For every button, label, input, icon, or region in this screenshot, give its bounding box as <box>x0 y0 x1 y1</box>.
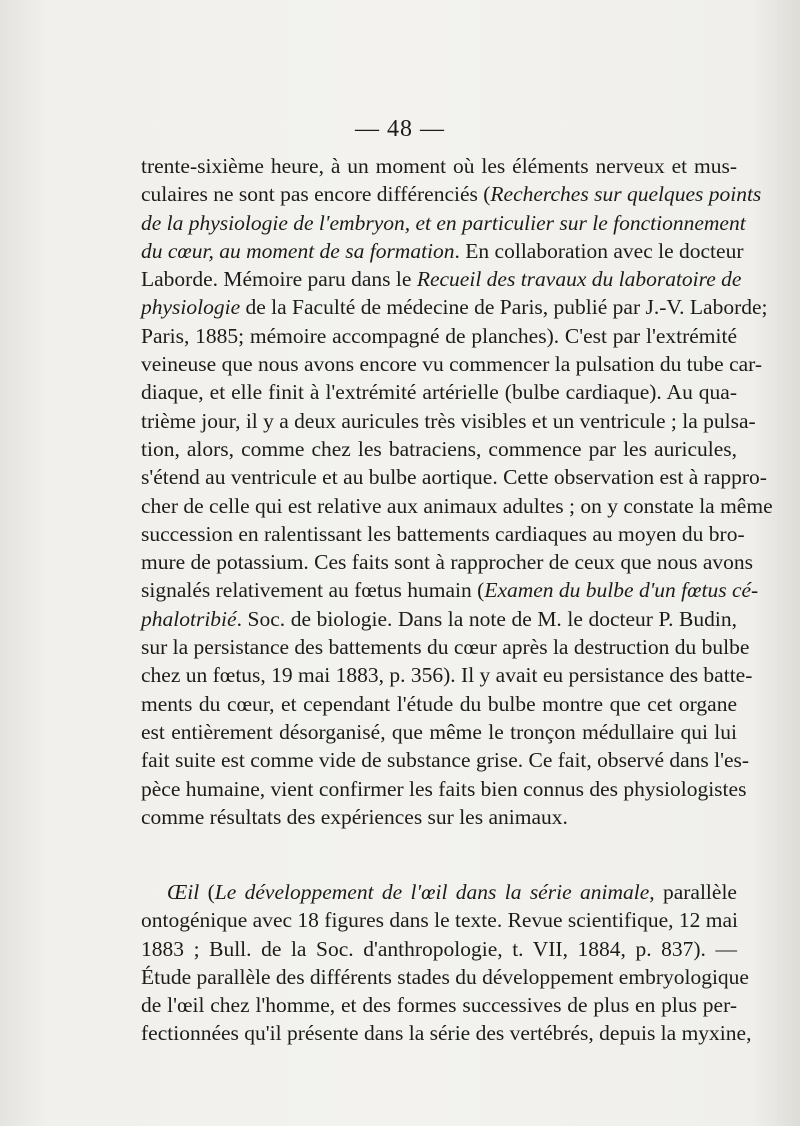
text-run: cher de celle qui est relative aux animaux adultes ; on y constate la même <box>141 493 773 518</box>
text-run: culaires ne sont pas encore différenciés ( <box>141 182 491 207</box>
text-line <box>141 633 750 661</box>
text-line <box>141 1019 752 1047</box>
text-run: comme résultats des expériences sur les animaux. <box>141 804 568 829</box>
text-line <box>141 322 737 350</box>
text-run: succession en ralentissant les battements cardiaques au moyen du bro- <box>141 521 745 546</box>
text-run: Paris, 1885; mémoire accompagné de planches). C'est par l'extrémité <box>141 323 737 348</box>
italic-text: Recueil des travaux du laboratoire de <box>416 267 742 292</box>
text-line <box>141 991 737 1019</box>
text-line <box>141 605 737 633</box>
text-run: mure de potassium. Ces faits sont à rapprocher de ceux que nous avons <box>141 550 753 575</box>
italic-text: de la physiologie de l'embryon, et en particulier sur le fonctionnement <box>141 210 746 235</box>
text-line <box>141 293 768 321</box>
text-run: Laborde. Mémoire paru dans le <box>141 267 417 292</box>
italic-text: Œil <box>167 880 200 904</box>
paragraph-cardiac-development <box>141 152 773 831</box>
text-line <box>141 775 747 803</box>
italic-text: Examen du bulbe d'un fœtus cé- <box>484 578 759 603</box>
text-line <box>141 407 756 435</box>
text-line <box>141 265 742 293</box>
text-line <box>141 878 737 906</box>
text-run: signalés relativement au fœtus humain ( <box>141 578 485 603</box>
text-line <box>141 803 737 831</box>
text-line <box>141 718 737 746</box>
text-line <box>141 935 737 963</box>
text-run: . Soc. de biologie. Dans la note de M. le docteur P. Budin, <box>236 606 737 631</box>
text-line <box>141 746 750 774</box>
text-line <box>141 152 737 180</box>
text-run: ments du cœur, et cependant l'étude du bulbe montre que cet organe <box>141 691 737 716</box>
text-line <box>141 548 753 576</box>
text-line <box>141 690 737 718</box>
text-run: trième jour, il y a deux auricules très visibles et un ventricule ; la pulsa- <box>141 408 756 433</box>
text-run: diaque, et elle finit à l'extrémité artérielle (bulbe cardiaque). Au qua- <box>141 380 737 405</box>
text-run: de la Faculté de médecine de Paris, publié par J.-V. Laborde; <box>240 295 768 320</box>
text-line <box>141 576 759 604</box>
text-run: ontogénique avec 18 figures dans le texte. Revue scientifique, 12 mai <box>141 908 739 933</box>
italic-text: physiologie <box>141 295 241 320</box>
text-line <box>141 963 749 991</box>
text-run: ( <box>199 880 215 904</box>
text-run: Étude parallèle des différents stades du développement embryologique <box>141 964 749 989</box>
text-run: est entièrement désorganisé, que même le tronçon médullaire qui lui <box>141 719 737 744</box>
text-run: chez un fœtus, 19 mai 1883, p. 356). Il y avait eu persistance des batte- <box>141 663 753 688</box>
text-line <box>141 237 744 265</box>
text-run: fait suite est comme vide de substance grise. Ce fait, observé dans l'es- <box>141 748 750 773</box>
text-run: 1883 ; Bull. de la Soc. d'anthropologie, t. VII, 1884, p. 837). — <box>141 936 737 961</box>
text-run: veineuse que nous avons encore vu commencer la pulsation du tube car- <box>141 352 763 377</box>
text-line <box>141 906 737 934</box>
text-run: fectionnées qu'il présente dans la série des vertébrés, depuis la myxine, <box>141 1021 752 1046</box>
page-number: — 48 — <box>355 116 445 142</box>
text-line <box>141 350 763 378</box>
italic-text: du cœur, au moment de sa formation <box>141 238 455 263</box>
text-run: . En collaboration avec le docteur <box>454 238 744 263</box>
text-line <box>141 520 745 548</box>
text-run: tion, alors, comme chez les batraciens, commence par les auricules, <box>141 436 737 461</box>
text-run: , parallèle <box>649 880 737 904</box>
text-line <box>141 661 753 689</box>
paragraph-eye-development <box>141 878 752 1048</box>
text-run: trente-sixième heure, à un moment où les éléments nerveux et mus- <box>141 154 737 178</box>
italic-text: Recherches sur quelques points <box>490 182 762 207</box>
italic-text: phalotribié <box>141 606 237 631</box>
text-run: de l'œil chez l'homme, et des formes successives de plus en plus per- <box>141 993 737 1018</box>
text-line <box>141 180 762 208</box>
italic-text: Le développement de l'œil dans la série animale <box>214 880 650 904</box>
text-line <box>141 378 737 406</box>
text-run: s'étend au ventricule et au bulbe aortique. Cette observation est à rappro- <box>141 465 767 490</box>
text-line <box>141 435 737 463</box>
text-line <box>141 463 767 491</box>
text-run: pèce humaine, vient confirmer les faits bien connus des physiologistes <box>141 776 747 801</box>
text-line <box>141 492 773 520</box>
text-run: sur la persistance des battements du cœur après la destruction du bulbe <box>141 635 750 660</box>
text-line <box>141 209 746 237</box>
